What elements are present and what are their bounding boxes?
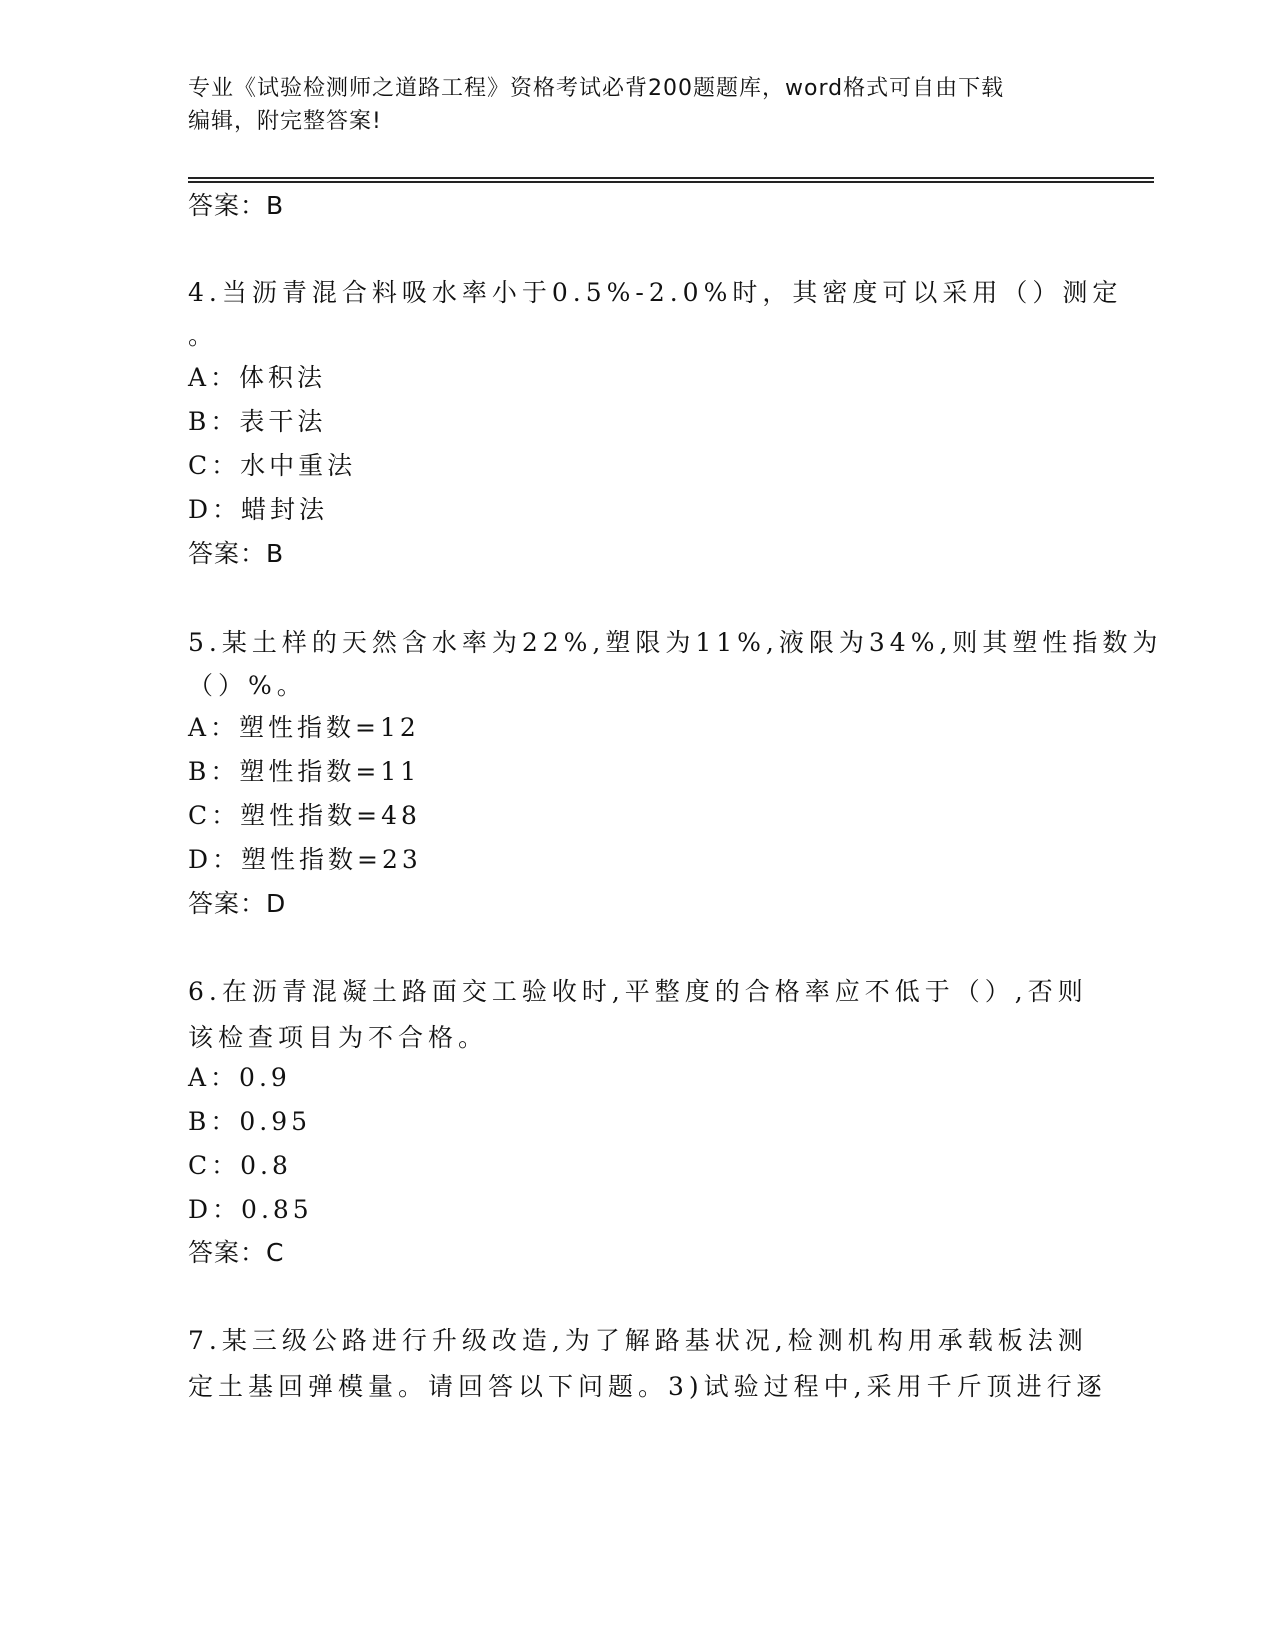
question-6-option-c: C：0.8 (188, 1151, 292, 1180)
question-5-text-line-2: （）%。 (188, 671, 307, 700)
header-divider-bottom (188, 181, 1154, 183)
question-4-option-c: C：水中重法 (188, 451, 357, 480)
header-line-1: 专业《试验检测师之道路工程》资格考试必背200题题库，word格式可自由下载 (188, 76, 1005, 101)
question-4-option-d: D：蜡封法 (188, 495, 329, 524)
question-5 (188, 620, 1163, 706)
question-4-text-line-2: 。 (188, 321, 219, 350)
question-7 (188, 1318, 1107, 1410)
question-6-text-line-2: 该检查项目为不合格。 (188, 1023, 489, 1052)
previous-answer: 答案：B (188, 191, 285, 220)
question-6-answer: 答案：C (188, 1238, 285, 1267)
question-5-option-b: B：塑性指数=11 (188, 757, 421, 786)
header-line-2: 编辑，附完整答案! (188, 109, 382, 134)
question-4-option-b: B：表干法 (188, 407, 327, 436)
question-6 (188, 969, 1088, 1061)
question-5-option-a: A：塑性指数=12 (188, 713, 420, 742)
header-divider-top (188, 177, 1154, 179)
question-4 (188, 270, 1123, 356)
question-6-option-a: A：0.9 (188, 1063, 291, 1092)
question-5-text-line-1: 5.某土样的天然含水率为22%,塑限为11%,液限为34%,则其塑性指数为 (188, 628, 1163, 657)
question-7-text-line-1: 7.某三级公路进行升级改造,为了解路基状况,检测机构用承载板法测 (188, 1326, 1088, 1355)
question-5-option-c: C：塑性指数=48 (188, 801, 421, 830)
question-5-option-d: D：塑性指数=23 (188, 845, 422, 874)
question-6-option-b: B：0.95 (188, 1107, 312, 1136)
question-4-option-a: A：体积法 (188, 363, 327, 392)
question-4-answer: 答案：B (188, 539, 285, 568)
question-4-text-line-1: 4.当沥青混合料吸水率小于0.5%-2.0%时，其密度可以采用（）测定 (188, 278, 1123, 307)
question-5-answer: 答案：D (188, 889, 287, 918)
document-header (188, 72, 1088, 138)
question-7-text-line-2: 定土基回弹模量。请回答以下问题。3)试验过程中,采用千斤顶进行逐 (188, 1372, 1107, 1401)
question-6-option-d: D：0.85 (188, 1195, 313, 1224)
question-6-text-line-1: 6.在沥青混凝土路面交工验收时,平整度的合格率应不低于（）,否则 (188, 977, 1088, 1006)
